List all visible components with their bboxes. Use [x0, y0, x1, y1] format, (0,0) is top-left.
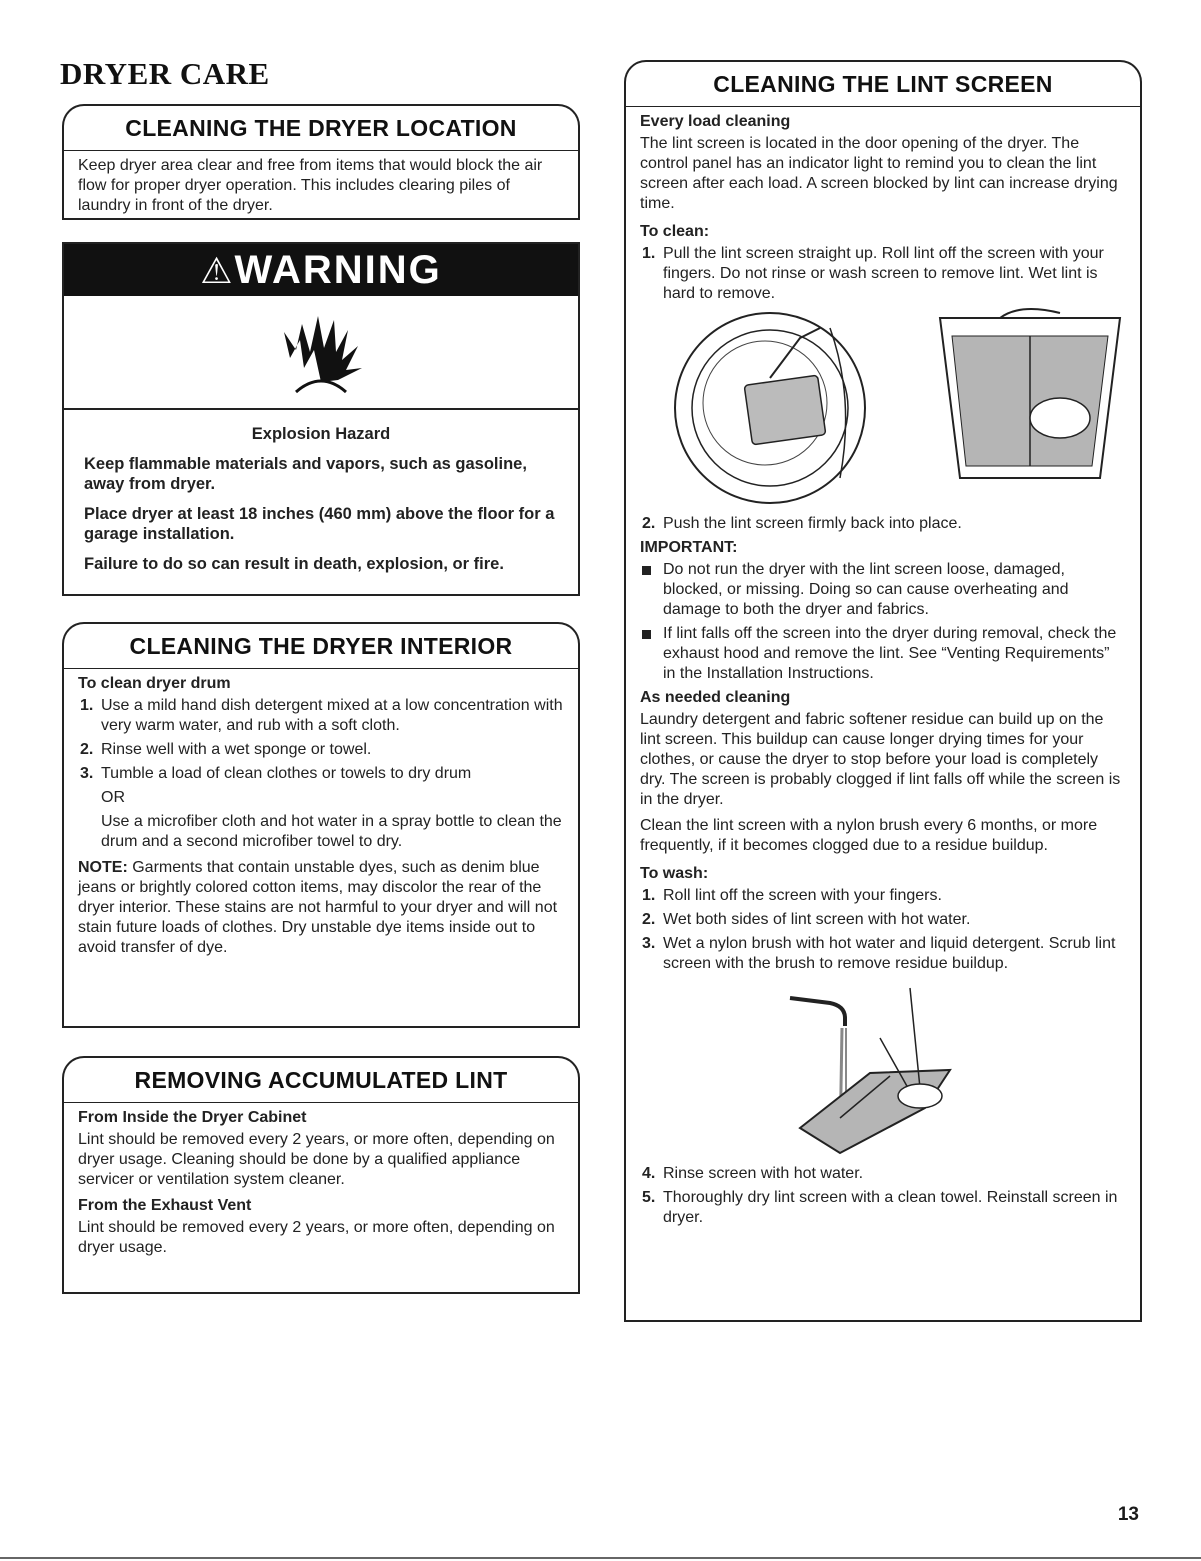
section-heading-tab [624, 60, 1142, 106]
list-item: 2. Push the lint screen firmly back into place. [642, 515, 962, 532]
bullet-icon [642, 566, 651, 575]
list-item: 2. Rinse well with a wet sponge or towel. [80, 741, 372, 758]
section-lint-screen [624, 60, 1142, 1322]
paragraph: Laundry detergent and fabric softener residue can build up on the lint screen. This buildup can cause longer drying times for your clothes, or cause the dryer to stop before your load is completely dry. The screen is probably clogged if lint falls off while the screen is in the dryer. [640, 711, 1121, 808]
lint-screen-removal-illustration [640, 308, 1128, 508]
subheading: As needed cleaning [640, 689, 791, 706]
warning-label: WARNING [234, 248, 442, 292]
section-heading-tab [62, 1056, 580, 1102]
subheading: From Inside the Dryer Cabinet [78, 1109, 307, 1126]
warning-line: Place dryer at least 18 inches (460 mm) above the floor for a garage installation. [84, 505, 555, 543]
step-list [640, 886, 1126, 974]
subheading: Every load cleaning [640, 113, 791, 130]
list-item: 1. Roll lint off the screen with your fingers. [642, 887, 942, 904]
warning-triangle-icon: ⚠ [200, 250, 235, 291]
page-number: 13 [1117, 1504, 1139, 1525]
subheading: To clean dryer drum [78, 675, 231, 692]
list-item: 3. Wet a nylon brush with hot water and liquid detergent. Scrub lint screen with the brush to remove residue buildup. [642, 935, 1116, 972]
section-heading-tab [62, 622, 580, 668]
list-item: 3. Tumble a load of clean clothes or towels to dry drum [80, 765, 472, 782]
alt-step: Use a microfiber cloth and hot water in a spray bottle to clean the drum and a second microfiber towel to dry. [101, 813, 562, 850]
warning-line: Failure to do so can result in death, explosion, or fire. [84, 555, 504, 573]
section-body [62, 1102, 580, 1294]
section-heading: CLEANING THE DRYER LOCATION [125, 115, 517, 141]
section-heading: CLEANING THE LINT SCREEN [713, 71, 1053, 97]
step-list [640, 514, 1126, 534]
note: NOTE: Garments that contain unstable dyes, such as denim blue jeans or brightly colored cotton items, may discolor the rear of the dryer interior. These stains are not harmful to your dryer and will not stain future loads of clothes. Dry unstable dye items inside out to avoid transfer of dye. [78, 859, 558, 956]
list-item: Do not run the dryer with the lint screen loose, damaged, blocked, or missing. Doing so can cause overheating and damage to both the dryer and fabrics. [640, 560, 1126, 620]
list-item: 2. Wet both sides of lint screen with hot water. [642, 911, 971, 928]
warning-box [62, 242, 580, 596]
bottom-rule [0, 1557, 1201, 1559]
list-item: 1. Use a mild hand dish detergent mixed at a low concentration with very warm water, and rub with a soft cloth. [80, 697, 563, 734]
warning-line: Keep flammable materials and vapors, such as gasoline, away from dryer. [84, 455, 527, 493]
hazard-title: Explosion Hazard [251, 425, 391, 443]
paragraph: Clean the lint screen with a nylon brush every 6 months, or more frequently, if it becomes clogged due to a residue buildup. [640, 817, 1098, 854]
note-label: NOTE: [78, 859, 128, 876]
page-title: DRYER CARE [60, 56, 270, 91]
bullet-icon [642, 630, 651, 639]
list-item: 4. Rinse screen with hot water. [642, 1165, 864, 1182]
important-label: IMPORTANT: [640, 539, 738, 556]
list-item: 5. Thoroughly dry lint screen with a clean towel. Reinstall screen in dryer. [642, 1189, 1118, 1226]
step-list [640, 244, 1126, 304]
or-text: OR [101, 789, 125, 806]
subheading: From the Exhaust Vent [78, 1197, 252, 1214]
lint-screen-washing-illustration [640, 978, 1128, 1158]
step-list [640, 1164, 1126, 1228]
section-heading: CLEANING THE DRYER INTERIOR [129, 633, 513, 659]
paragraph: The lint screen is located in the door opening of the dryer. The control panel has an indicator light to remind you to clean the lint screen after each load. A screen blocked by lint can increase drying time. [640, 135, 1118, 212]
list-item: If lint falls off the screen into the dryer during removal, check the exhaust hood and remove the lint. See “Venting Requirements” in the Installation Instructions. [640, 624, 1126, 684]
bullet-list [640, 560, 1126, 684]
section-body [62, 668, 580, 1028]
section-heading: REMOVING ACCUMULATED LINT [134, 1067, 508, 1093]
subheading: To clean: [640, 223, 710, 240]
step-list [78, 696, 564, 784]
section-accumulated-lint [62, 1056, 580, 1294]
section-body [62, 150, 580, 220]
warning-icon-area [64, 296, 578, 410]
explosion-icon [276, 310, 366, 400]
paragraph: Lint should be removed every 2 years, or more often, depending on dryer usage. Cleaning should be done by a qualified appliance servicer or ventilation system cleaner. [78, 1131, 555, 1188]
section-dryer-location [62, 104, 580, 220]
section-body [624, 106, 1142, 1322]
list-item: 1. Pull the lint screen straight up. Roll lint off the screen with your fingers. Do not rinse or wash screen to remove lint. Wet lint is hard to remove. [642, 245, 1104, 302]
paragraph: Keep dryer area clear and free from items that would block the air flow for proper dryer operation. This includes clearing piles of laundry in front of the dryer. [78, 157, 543, 214]
warning-header [64, 244, 578, 296]
section-heading-tab [62, 104, 580, 150]
paragraph: Lint should be removed every 2 years, or more often, depending on dryer usage. [78, 1219, 555, 1256]
subheading: To wash: [640, 865, 709, 882]
section-dryer-interior [62, 622, 580, 1028]
warning-text [64, 410, 578, 574]
